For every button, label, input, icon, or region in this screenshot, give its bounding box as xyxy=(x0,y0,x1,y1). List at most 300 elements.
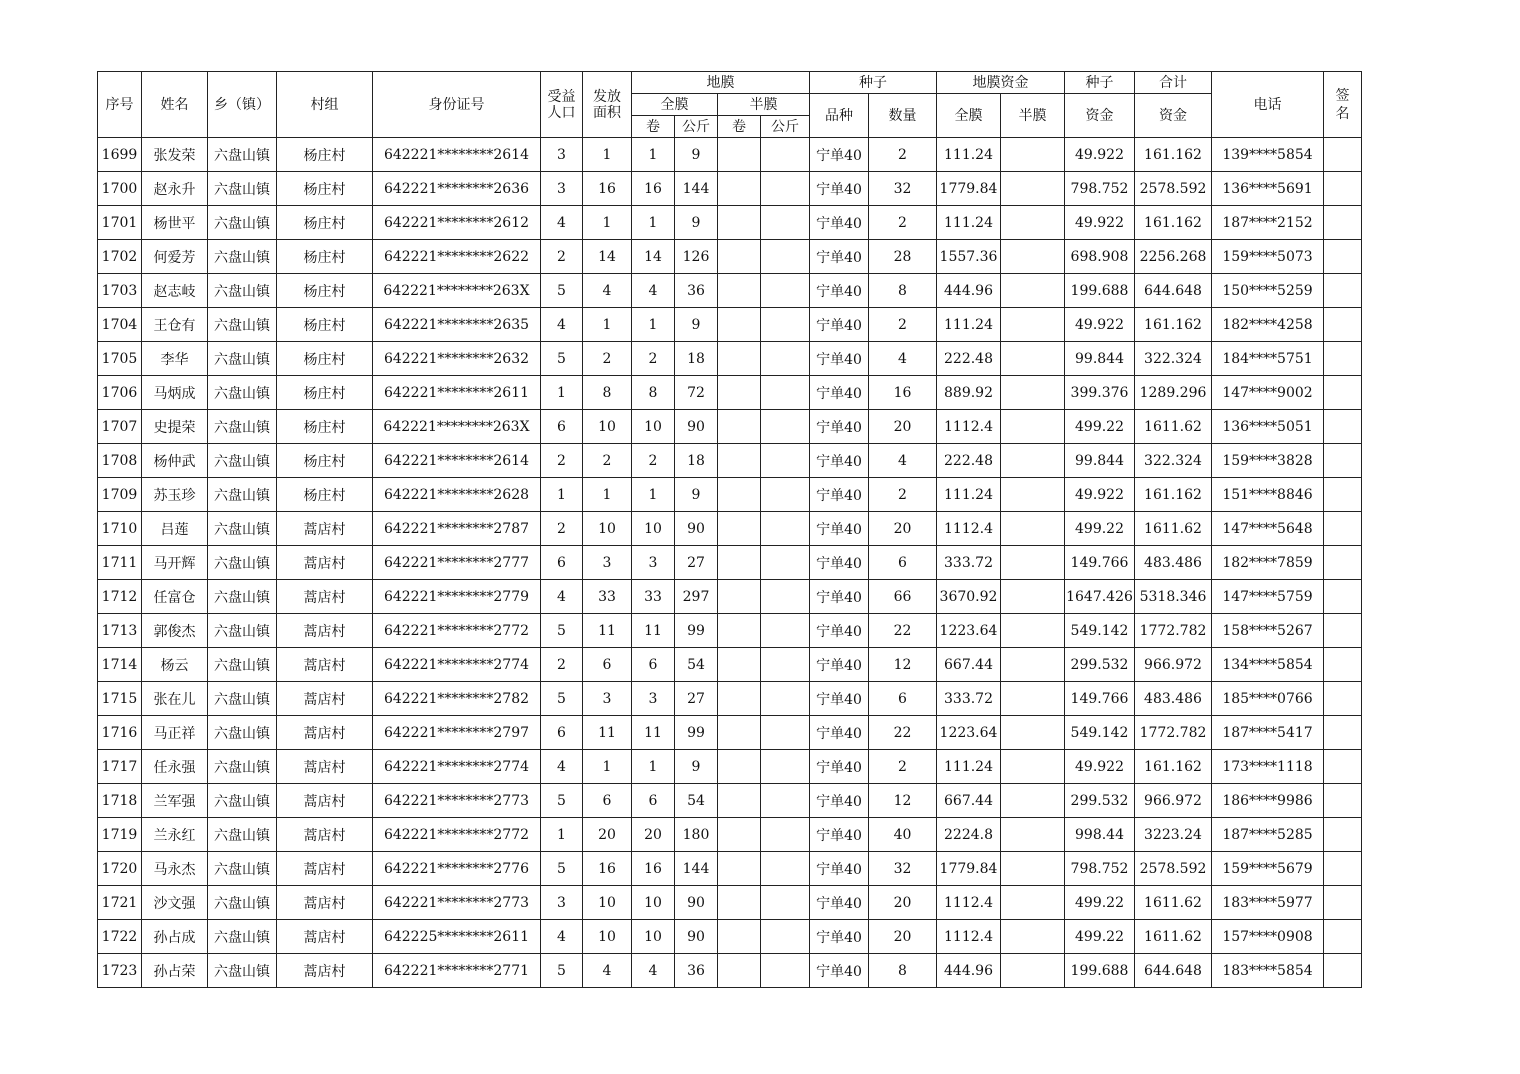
cell-name: 孙占荣 xyxy=(142,954,208,988)
cell-sign xyxy=(1324,614,1362,648)
table-row xyxy=(98,954,1362,988)
cell-pop: 2 xyxy=(541,444,583,478)
cell-full-kg: 90 xyxy=(675,512,718,546)
cell-pop: 4 xyxy=(541,580,583,614)
cell-phone: 134****5854 xyxy=(1212,648,1324,682)
cell-qty: 8 xyxy=(869,274,937,308)
col-area-header-line2: 面积 xyxy=(593,104,621,121)
cell-variety: 宁单40 xyxy=(810,138,869,172)
cell-funds-full: 667.44 xyxy=(937,648,1001,682)
cell-half-kg xyxy=(761,342,810,376)
cell-total: 3223.24 xyxy=(1135,818,1212,852)
cell-variety: 宁单40 xyxy=(810,682,869,716)
cell-seq: 1699 xyxy=(98,138,142,172)
cell-funds-half xyxy=(1001,784,1065,818)
cell-funds-full: 333.72 xyxy=(937,546,1001,580)
cell-area: 10 xyxy=(583,886,632,920)
cell-sign xyxy=(1324,580,1362,614)
cell-seq: 1709 xyxy=(98,478,142,512)
cell-full-kg: 90 xyxy=(675,886,718,920)
cell-full-roll: 33 xyxy=(632,580,675,614)
cell-half-kg xyxy=(761,750,810,784)
cell-half-roll xyxy=(718,410,761,444)
cell-funds-full: 1223.64 xyxy=(937,614,1001,648)
cell-seq: 1723 xyxy=(98,954,142,988)
col-town-header: 乡（镇） xyxy=(208,72,277,138)
cell-town: 六盘山镇 xyxy=(208,444,277,478)
cell-total: 161.162 xyxy=(1135,138,1212,172)
cell-area: 10 xyxy=(583,512,632,546)
cell-town: 六盘山镇 xyxy=(208,580,277,614)
cell-full-kg: 9 xyxy=(675,138,718,172)
cell-seq: 1717 xyxy=(98,750,142,784)
cell-qty: 32 xyxy=(869,852,937,886)
cell-village: 蒿店村 xyxy=(277,750,373,784)
cell-area: 11 xyxy=(583,614,632,648)
cell-phone: 183****5854 xyxy=(1212,954,1324,988)
table-row xyxy=(98,580,1362,614)
cell-total: 1611.62 xyxy=(1135,886,1212,920)
cell-id: 642221********2774 xyxy=(373,750,541,784)
cell-pop: 1 xyxy=(541,478,583,512)
cell-variety: 宁单40 xyxy=(810,954,869,988)
table-row xyxy=(98,308,1362,342)
cell-seed-funds: 49.922 xyxy=(1065,206,1135,240)
cell-id: 642221********2772 xyxy=(373,614,541,648)
cell-half-roll xyxy=(718,138,761,172)
col-area-header-line1: 发放 xyxy=(593,88,621,105)
cell-half-roll xyxy=(718,206,761,240)
cell-area: 11 xyxy=(583,716,632,750)
cell-funds-full: 222.48 xyxy=(937,444,1001,478)
table-row xyxy=(98,478,1362,512)
cell-sign xyxy=(1324,716,1362,750)
cell-area: 1 xyxy=(583,478,632,512)
table-row xyxy=(98,648,1362,682)
cell-name: 杨仲武 xyxy=(142,444,208,478)
table-row xyxy=(98,240,1362,274)
cell-id: 642221********2777 xyxy=(373,546,541,580)
cell-town: 六盘山镇 xyxy=(208,716,277,750)
cell-qty: 20 xyxy=(869,512,937,546)
cell-half-kg xyxy=(761,240,810,274)
cell-id: 642221********2628 xyxy=(373,478,541,512)
cell-full-roll: 10 xyxy=(632,920,675,954)
cell-name: 马永杰 xyxy=(142,852,208,886)
cell-total: 1772.782 xyxy=(1135,716,1212,750)
cell-area: 6 xyxy=(583,648,632,682)
cell-qty: 2 xyxy=(869,206,937,240)
cell-funds-full: 111.24 xyxy=(937,750,1001,784)
cell-funds-full: 1112.4 xyxy=(937,410,1001,444)
cell-qty: 2 xyxy=(869,478,937,512)
cell-total: 2578.592 xyxy=(1135,852,1212,886)
cell-qty: 20 xyxy=(869,410,937,444)
cell-name: 吕莲 xyxy=(142,512,208,546)
cell-variety: 宁单40 xyxy=(810,546,869,580)
cell-funds-full: 1112.4 xyxy=(937,920,1001,954)
cell-seed-funds: 149.766 xyxy=(1065,682,1135,716)
table-row xyxy=(98,716,1362,750)
cell-qty: 4 xyxy=(869,444,937,478)
cell-qty: 28 xyxy=(869,240,937,274)
cell-seed-funds: 499.22 xyxy=(1065,410,1135,444)
cell-total: 644.648 xyxy=(1135,954,1212,988)
table-row xyxy=(98,376,1362,410)
cell-total: 161.162 xyxy=(1135,478,1212,512)
cell-full-kg: 9 xyxy=(675,206,718,240)
cell-funds-full: 111.24 xyxy=(937,206,1001,240)
cell-total: 483.486 xyxy=(1135,682,1212,716)
cell-full-kg: 144 xyxy=(675,172,718,206)
cell-total: 1611.62 xyxy=(1135,512,1212,546)
cell-sign xyxy=(1324,784,1362,818)
cell-id: 642221********2787 xyxy=(373,512,541,546)
cell-area: 4 xyxy=(583,274,632,308)
cell-seed-funds: 499.22 xyxy=(1065,512,1135,546)
cell-village: 杨庄村 xyxy=(277,410,373,444)
cell-name: 张在儿 xyxy=(142,682,208,716)
cell-sign xyxy=(1324,274,1362,308)
cell-funds-full: 111.24 xyxy=(937,138,1001,172)
cell-funds-full: 3670.92 xyxy=(937,580,1001,614)
cell-qty: 2 xyxy=(869,138,937,172)
cell-seed-funds: 798.752 xyxy=(1065,852,1135,886)
cell-id: 642221********263X xyxy=(373,410,541,444)
cell-id: 642221********2782 xyxy=(373,682,541,716)
col-half-roll-header: 卷 xyxy=(718,116,761,138)
cell-seed-funds: 998.44 xyxy=(1065,818,1135,852)
cell-village: 杨庄村 xyxy=(277,274,373,308)
cell-seq: 1716 xyxy=(98,716,142,750)
col-seed-funds-header-top: 种子 xyxy=(1065,72,1135,94)
cell-sign xyxy=(1324,682,1362,716)
cell-seed-funds: 1647.426 xyxy=(1065,580,1135,614)
cell-half-kg xyxy=(761,614,810,648)
cell-half-roll xyxy=(718,546,761,580)
col-funds-half-header: 半膜 xyxy=(1001,94,1065,138)
cell-name: 兰军强 xyxy=(142,784,208,818)
cell-village: 蒿店村 xyxy=(277,512,373,546)
cell-name: 郭俊杰 xyxy=(142,614,208,648)
cell-pop: 5 xyxy=(541,954,583,988)
cell-name: 李华 xyxy=(142,342,208,376)
cell-sign xyxy=(1324,886,1362,920)
cell-half-kg xyxy=(761,784,810,818)
cell-phone: 159****3828 xyxy=(1212,444,1324,478)
cell-id: 642221********2772 xyxy=(373,818,541,852)
cell-pop: 5 xyxy=(541,274,583,308)
cell-village: 蒿店村 xyxy=(277,716,373,750)
cell-full-roll: 20 xyxy=(632,818,675,852)
cell-village: 杨庄村 xyxy=(277,240,373,274)
cell-town: 六盘山镇 xyxy=(208,784,277,818)
cell-village: 杨庄村 xyxy=(277,172,373,206)
cell-half-roll xyxy=(718,614,761,648)
cell-village: 蒿店村 xyxy=(277,580,373,614)
cell-town: 六盘山镇 xyxy=(208,478,277,512)
cell-name: 兰永红 xyxy=(142,818,208,852)
cell-full-roll: 16 xyxy=(632,172,675,206)
cell-phone: 173****1118 xyxy=(1212,750,1324,784)
cell-village: 蒿店村 xyxy=(277,886,373,920)
col-variety-header: 品种 xyxy=(810,94,869,138)
cell-area: 10 xyxy=(583,410,632,444)
cell-qty: 4 xyxy=(869,342,937,376)
cell-funds-half xyxy=(1001,614,1065,648)
cell-full-kg: 18 xyxy=(675,444,718,478)
cell-full-roll: 1 xyxy=(632,308,675,342)
cell-full-kg: 9 xyxy=(675,478,718,512)
table-row xyxy=(98,682,1362,716)
cell-village: 杨庄村 xyxy=(277,376,373,410)
cell-total: 322.324 xyxy=(1135,444,1212,478)
cell-village: 杨庄村 xyxy=(277,206,373,240)
cell-funds-half xyxy=(1001,818,1065,852)
cell-village: 蒿店村 xyxy=(277,852,373,886)
cell-funds-half xyxy=(1001,478,1065,512)
cell-phone: 182****4258 xyxy=(1212,308,1324,342)
cell-funds-full: 1557.36 xyxy=(937,240,1001,274)
cell-half-roll xyxy=(718,682,761,716)
cell-full-kg: 54 xyxy=(675,784,718,818)
cell-full-kg: 90 xyxy=(675,920,718,954)
cell-seq: 1707 xyxy=(98,410,142,444)
cell-funds-half xyxy=(1001,580,1065,614)
cell-seq: 1701 xyxy=(98,206,142,240)
col-area-header xyxy=(583,72,632,138)
cell-phone: 150****5259 xyxy=(1212,274,1324,308)
cell-village: 蒿店村 xyxy=(277,648,373,682)
cell-name: 任永强 xyxy=(142,750,208,784)
cell-total: 161.162 xyxy=(1135,750,1212,784)
cell-funds-half xyxy=(1001,274,1065,308)
col-sign-header-line1: 签 xyxy=(1335,87,1350,104)
cell-sign xyxy=(1324,648,1362,682)
cell-half-roll xyxy=(718,920,761,954)
cell-qty: 8 xyxy=(869,954,937,988)
cell-full-roll: 11 xyxy=(632,614,675,648)
cell-full-kg: 54 xyxy=(675,648,718,682)
cell-seq: 1721 xyxy=(98,886,142,920)
cell-full-kg: 297 xyxy=(675,580,718,614)
col-pop-header-line1: 受益 xyxy=(547,88,576,105)
cell-funds-half xyxy=(1001,376,1065,410)
cell-sign xyxy=(1324,478,1362,512)
table-row xyxy=(98,274,1362,308)
cell-pop: 3 xyxy=(541,172,583,206)
cell-phone: 187****5285 xyxy=(1212,818,1324,852)
cell-full-kg: 36 xyxy=(675,954,718,988)
cell-full-roll: 10 xyxy=(632,886,675,920)
cell-funds-half xyxy=(1001,512,1065,546)
cell-qty: 2 xyxy=(869,750,937,784)
cell-area: 4 xyxy=(583,954,632,988)
cell-pop: 2 xyxy=(541,512,583,546)
film-group-header: 地膜 xyxy=(632,72,810,94)
cell-area: 3 xyxy=(583,682,632,716)
cell-funds-full: 333.72 xyxy=(937,682,1001,716)
cell-town: 六盘山镇 xyxy=(208,376,277,410)
cell-id: 642221********2771 xyxy=(373,954,541,988)
cell-total: 2256.268 xyxy=(1135,240,1212,274)
cell-phone: 151****8846 xyxy=(1212,478,1324,512)
cell-half-kg xyxy=(761,546,810,580)
cell-variety: 宁单40 xyxy=(810,342,869,376)
cell-phone: 182****7859 xyxy=(1212,546,1324,580)
cell-village: 杨庄村 xyxy=(277,342,373,376)
cell-half-roll xyxy=(718,444,761,478)
col-sign-header xyxy=(1324,72,1362,138)
cell-seq: 1720 xyxy=(98,852,142,886)
col-total-header-top: 合计 xyxy=(1135,72,1212,94)
cell-qty: 12 xyxy=(869,784,937,818)
cell-town: 六盘山镇 xyxy=(208,818,277,852)
cell-pop: 4 xyxy=(541,920,583,954)
cell-sign xyxy=(1324,376,1362,410)
cell-seq: 1705 xyxy=(98,342,142,376)
cell-phone: 159****5679 xyxy=(1212,852,1324,886)
cell-town: 六盘山镇 xyxy=(208,172,277,206)
cell-half-kg xyxy=(761,138,810,172)
cell-full-kg: 90 xyxy=(675,410,718,444)
cell-variety: 宁单40 xyxy=(810,716,869,750)
cell-phone: 139****5854 xyxy=(1212,138,1324,172)
cell-seq: 1712 xyxy=(98,580,142,614)
cell-qty: 2 xyxy=(869,308,937,342)
cell-funds-full: 1779.84 xyxy=(937,172,1001,206)
cell-full-roll: 10 xyxy=(632,410,675,444)
cell-half-roll xyxy=(718,240,761,274)
cell-id: 642221********2776 xyxy=(373,852,541,886)
cell-full-kg: 180 xyxy=(675,818,718,852)
film-funds-group-header: 地膜资金 xyxy=(937,72,1065,94)
cell-full-roll: 6 xyxy=(632,648,675,682)
cell-half-roll xyxy=(718,478,761,512)
cell-village: 蒿店村 xyxy=(277,954,373,988)
cell-id: 642221********2773 xyxy=(373,886,541,920)
cell-phone: 184****5751 xyxy=(1212,342,1324,376)
cell-phone: 136****5691 xyxy=(1212,172,1324,206)
col-seq-header: 序号 xyxy=(98,72,142,138)
cell-half-kg xyxy=(761,308,810,342)
cell-half-roll xyxy=(718,172,761,206)
cell-funds-full: 111.24 xyxy=(937,308,1001,342)
cell-phone: 159****5073 xyxy=(1212,240,1324,274)
cell-full-kg: 99 xyxy=(675,614,718,648)
cell-seed-funds: 499.22 xyxy=(1065,886,1135,920)
cell-variety: 宁单40 xyxy=(810,206,869,240)
cell-town: 六盘山镇 xyxy=(208,682,277,716)
cell-village: 蒿店村 xyxy=(277,818,373,852)
cell-town: 六盘山镇 xyxy=(208,648,277,682)
table-row xyxy=(98,784,1362,818)
cell-seed-funds: 49.922 xyxy=(1065,478,1135,512)
cell-half-roll xyxy=(718,580,761,614)
cell-half-kg xyxy=(761,580,810,614)
cell-pop: 5 xyxy=(541,784,583,818)
cell-funds-half xyxy=(1001,682,1065,716)
cell-total: 644.648 xyxy=(1135,274,1212,308)
cell-full-roll: 1 xyxy=(632,206,675,240)
cell-pop: 5 xyxy=(541,614,583,648)
cell-variety: 宁单40 xyxy=(810,240,869,274)
cell-phone: 183****5977 xyxy=(1212,886,1324,920)
cell-seed-funds: 199.688 xyxy=(1065,954,1135,988)
table-row xyxy=(98,206,1362,240)
cell-variety: 宁单40 xyxy=(810,784,869,818)
cell-phone: 158****5267 xyxy=(1212,614,1324,648)
cell-funds-full: 1112.4 xyxy=(937,886,1001,920)
cell-variety: 宁单40 xyxy=(810,818,869,852)
cell-sign xyxy=(1324,138,1362,172)
cell-funds-half xyxy=(1001,954,1065,988)
cell-seed-funds: 99.844 xyxy=(1065,342,1135,376)
cell-funds-half xyxy=(1001,886,1065,920)
full-film-header: 全膜 xyxy=(632,94,718,116)
cell-full-kg: 144 xyxy=(675,852,718,886)
cell-sign xyxy=(1324,954,1362,988)
cell-pop: 3 xyxy=(541,138,583,172)
cell-qty: 40 xyxy=(869,818,937,852)
col-phone-header: 电话 xyxy=(1212,72,1324,138)
cell-town: 六盘山镇 xyxy=(208,512,277,546)
cell-funds-full: 444.96 xyxy=(937,954,1001,988)
cell-village: 蒿店村 xyxy=(277,682,373,716)
cell-total: 161.162 xyxy=(1135,206,1212,240)
cell-half-kg xyxy=(761,444,810,478)
cell-total: 966.972 xyxy=(1135,648,1212,682)
cell-funds-full: 1779.84 xyxy=(937,852,1001,886)
seed-group-header: 种子 xyxy=(810,72,937,94)
cell-area: 1 xyxy=(583,206,632,240)
cell-village: 杨庄村 xyxy=(277,308,373,342)
cell-sign xyxy=(1324,206,1362,240)
cell-funds-half xyxy=(1001,920,1065,954)
cell-variety: 宁单40 xyxy=(810,920,869,954)
cell-full-roll: 3 xyxy=(632,546,675,580)
cell-pop: 6 xyxy=(541,546,583,580)
cell-seq: 1700 xyxy=(98,172,142,206)
cell-total: 1289.296 xyxy=(1135,376,1212,410)
cell-pop: 6 xyxy=(541,716,583,750)
col-total-header-bottom: 资金 xyxy=(1135,94,1212,138)
cell-name: 王仓有 xyxy=(142,308,208,342)
cell-phone: 186****9986 xyxy=(1212,784,1324,818)
cell-qty: 32 xyxy=(869,172,937,206)
cell-half-kg xyxy=(761,512,810,546)
cell-seq: 1703 xyxy=(98,274,142,308)
cell-sign xyxy=(1324,852,1362,886)
cell-id: 642221********2611 xyxy=(373,376,541,410)
cell-pop: 5 xyxy=(541,852,583,886)
cell-area: 20 xyxy=(583,818,632,852)
table-row xyxy=(98,342,1362,376)
cell-seed-funds: 49.922 xyxy=(1065,138,1135,172)
cell-full-kg: 126 xyxy=(675,240,718,274)
cell-half-kg xyxy=(761,716,810,750)
cell-half-roll xyxy=(718,954,761,988)
cell-funds-half xyxy=(1001,444,1065,478)
cell-full-roll: 2 xyxy=(632,444,675,478)
cell-area: 14 xyxy=(583,240,632,274)
cell-half-kg xyxy=(761,206,810,240)
cell-half-roll xyxy=(718,512,761,546)
cell-area: 2 xyxy=(583,342,632,376)
cell-funds-half xyxy=(1001,716,1065,750)
cell-pop: 5 xyxy=(541,682,583,716)
col-sign-header-line2: 名 xyxy=(1335,105,1350,122)
